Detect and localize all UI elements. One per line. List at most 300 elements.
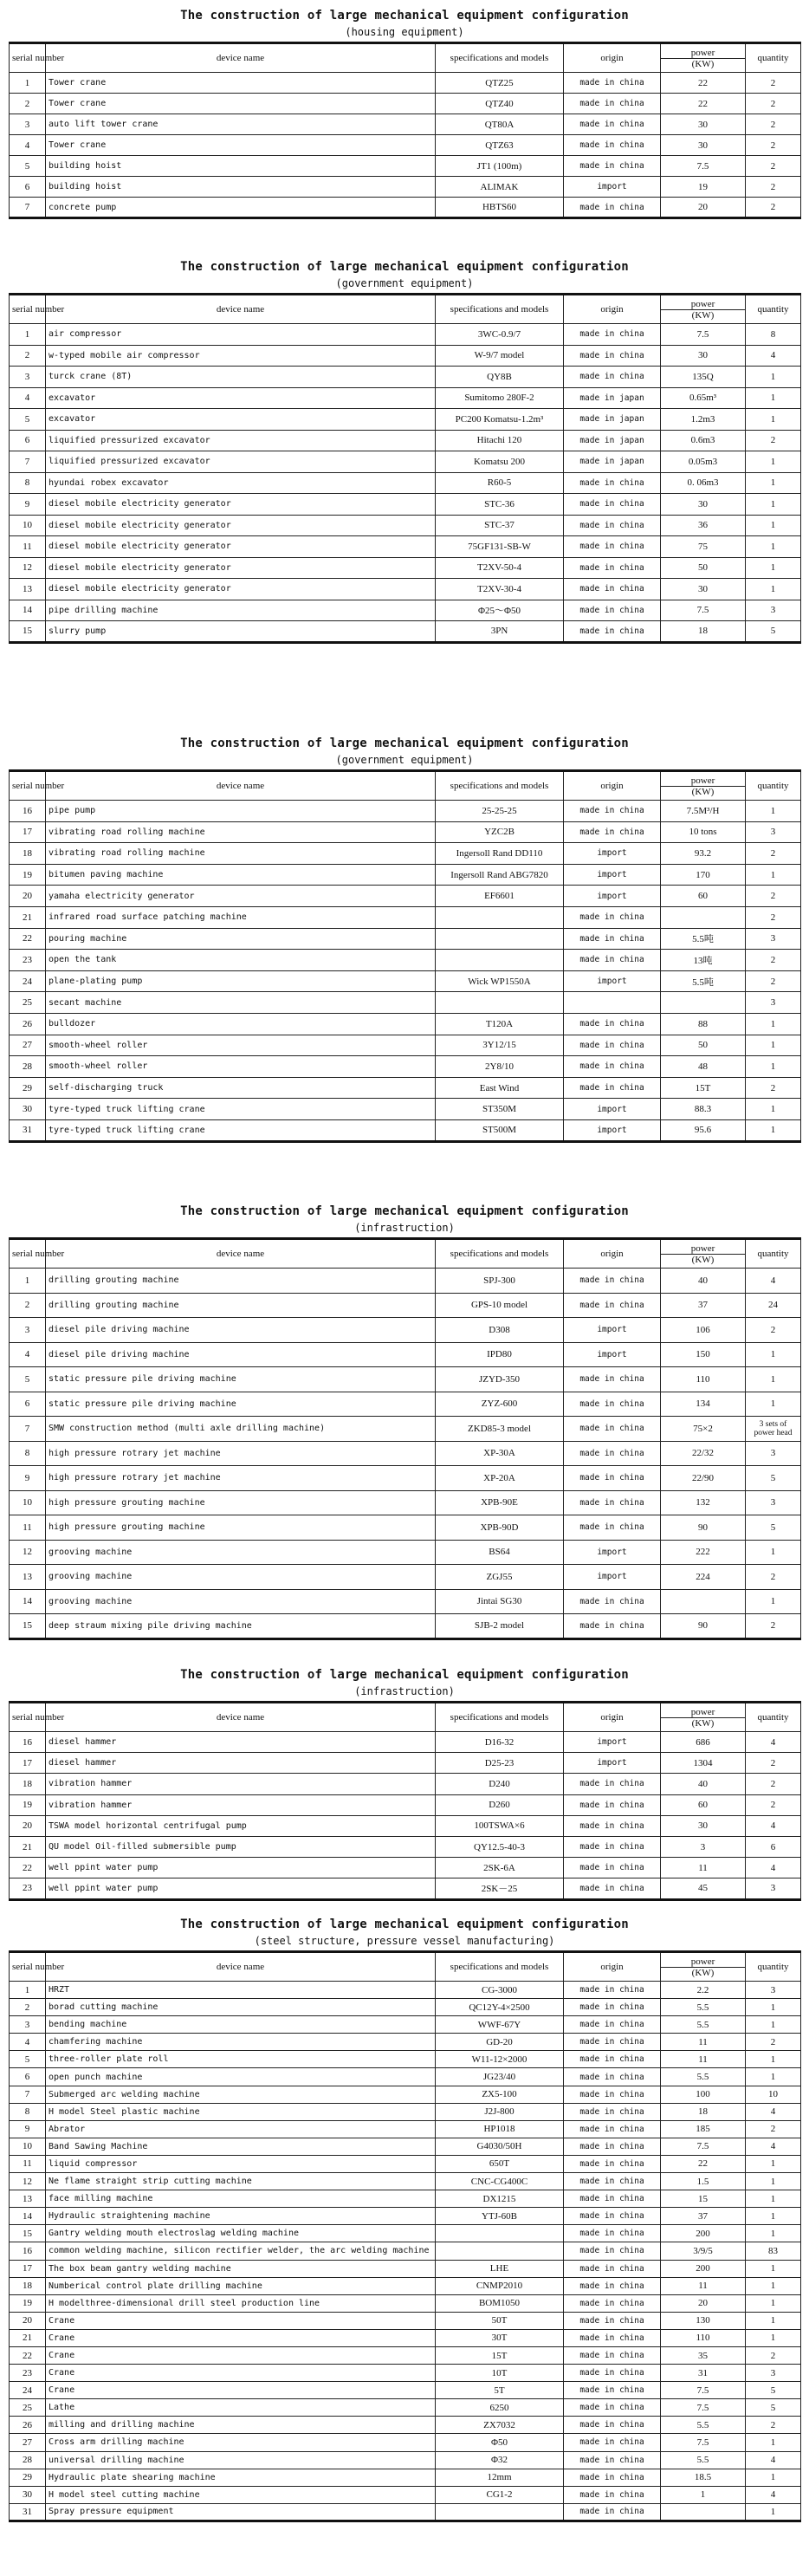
table-row bbox=[10, 906, 801, 928]
serial-number-cell: 23 bbox=[10, 1878, 46, 1899]
specification-cell: JT1 (100m) bbox=[436, 156, 564, 177]
device-name-cell: diesel pile driving machine bbox=[46, 1318, 436, 1343]
specification-cell: BS64 bbox=[436, 1540, 564, 1565]
specification-cell: QTZ40 bbox=[436, 94, 564, 114]
serial-number-cell: 20 bbox=[10, 1815, 46, 1836]
quantity-cell: 24 bbox=[746, 1293, 801, 1318]
table-row bbox=[10, 387, 801, 409]
origin-cell: made in china bbox=[564, 515, 661, 536]
table-row bbox=[10, 2329, 801, 2346]
power-cell: 30 bbox=[661, 1815, 746, 1836]
equipment-section bbox=[9, 260, 800, 644]
origin-cell: made in china bbox=[564, 198, 661, 218]
header-specifications: specifications and models bbox=[436, 1239, 564, 1269]
table-row bbox=[10, 1836, 801, 1857]
table-row bbox=[10, 2486, 801, 2503]
origin-cell: made in china bbox=[564, 2469, 661, 2486]
quantity-cell: 1 bbox=[746, 1013, 801, 1035]
quantity-cell: 2 bbox=[746, 114, 801, 135]
serial-number-cell: 11 bbox=[10, 1515, 46, 1541]
power-cell: 5.5 bbox=[661, 2451, 746, 2469]
table-row bbox=[10, 1774, 801, 1794]
origin-cell: made in china bbox=[564, 600, 661, 621]
power-cell: 0. 06m3 bbox=[661, 472, 746, 494]
power-cell: 1 bbox=[661, 2486, 746, 2503]
table-row bbox=[10, 1614, 801, 1639]
table-row bbox=[10, 1878, 801, 1899]
quantity-cell: 6 bbox=[746, 1836, 801, 1857]
origin-cell: import bbox=[564, 1732, 661, 1753]
table-row bbox=[10, 2016, 801, 2034]
origin-cell: import bbox=[564, 886, 661, 907]
origin-cell: made in japan bbox=[564, 451, 661, 473]
power-cell: 11 bbox=[661, 2051, 746, 2068]
quantity-cell: 3 bbox=[746, 1878, 801, 1899]
specification-cell: T2XV-30-4 bbox=[436, 579, 564, 600]
device-name-cell: liquid compressor bbox=[46, 2155, 436, 2172]
power-cell: 5.5 bbox=[661, 2068, 746, 2086]
power-cell: 224 bbox=[661, 1565, 746, 1590]
specification-cell: HP1018 bbox=[436, 2120, 564, 2138]
quantity-cell: 2 bbox=[746, 1565, 801, 1590]
power-cell: 5.5吨 bbox=[661, 928, 746, 950]
device-name-cell: Tower crane bbox=[46, 135, 436, 156]
quantity-cell: 3 bbox=[746, 1490, 801, 1515]
device-name-cell: H model steel cutting machine bbox=[46, 2486, 436, 2503]
specification-cell: BOM1050 bbox=[436, 2294, 564, 2312]
table-row bbox=[10, 600, 801, 621]
serial-number-cell: 18 bbox=[10, 1774, 46, 1794]
power-cell: 7.5 bbox=[661, 324, 746, 346]
origin-cell: made in china bbox=[564, 2329, 661, 2346]
origin-cell: made in china bbox=[564, 2486, 661, 2503]
origin-cell: made in china bbox=[564, 2346, 661, 2364]
table-row bbox=[10, 2434, 801, 2451]
specification-cell: East Wind bbox=[436, 1077, 564, 1099]
serial-number-cell: 7 bbox=[10, 451, 46, 473]
device-name-cell: slurry pump bbox=[46, 621, 436, 643]
device-name-cell: smooth-wheel roller bbox=[46, 1035, 436, 1056]
equipment-table bbox=[9, 1701, 801, 1901]
power-cell: 90 bbox=[661, 1515, 746, 1541]
serial-number-cell: 6 bbox=[10, 177, 46, 198]
specification-cell: 10T bbox=[436, 2365, 564, 2382]
table-row bbox=[10, 621, 801, 643]
origin-cell: made in china bbox=[564, 367, 661, 388]
table-row bbox=[10, 2382, 801, 2399]
header-quantity: quantity bbox=[746, 43, 801, 73]
power-cell bbox=[661, 992, 746, 1014]
table-row bbox=[10, 2469, 801, 2486]
origin-cell: import bbox=[564, 177, 661, 198]
device-name-cell: auto lift tower crane bbox=[46, 114, 436, 135]
serial-number-cell: 8 bbox=[10, 2103, 46, 2120]
specification-cell: D308 bbox=[436, 1318, 564, 1343]
table-row bbox=[10, 135, 801, 156]
power-cell: 2.2 bbox=[661, 1982, 746, 1999]
table-row bbox=[10, 1999, 801, 2016]
origin-cell: made in china bbox=[564, 2312, 661, 2329]
device-name-cell: tyre-typed truck lifting crane bbox=[46, 1099, 436, 1120]
specification-cell: 15T bbox=[436, 2346, 564, 2364]
serial-number-cell: 7 bbox=[10, 2086, 46, 2103]
header-quantity: quantity bbox=[746, 295, 801, 324]
serial-number-cell: 22 bbox=[10, 1858, 46, 1878]
header-row bbox=[10, 1239, 801, 1269]
table-row bbox=[10, 345, 801, 367]
serial-number-cell: 15 bbox=[10, 621, 46, 643]
device-name-cell: bulldozer bbox=[46, 1013, 436, 1035]
quantity-cell: 1 bbox=[746, 2503, 801, 2521]
power-cell: 22 bbox=[661, 94, 746, 114]
origin-cell: made in china bbox=[564, 1269, 661, 1294]
quantity-cell: 3 bbox=[746, 2365, 801, 2382]
origin-cell: made in china bbox=[564, 928, 661, 950]
specification-cell: YZC2B bbox=[436, 821, 564, 843]
power-cell: 30 bbox=[661, 494, 746, 516]
quantity-cell: 2 bbox=[746, 1753, 801, 1774]
header-serial-number: serial number bbox=[10, 1703, 46, 1732]
power-cell: 185 bbox=[661, 2120, 746, 2138]
quantity-cell: 3 bbox=[746, 600, 801, 621]
origin-cell: made in china bbox=[564, 2382, 661, 2399]
specification-cell: 3PN bbox=[436, 621, 564, 643]
power-cell: 10 tons bbox=[661, 821, 746, 843]
table-row bbox=[10, 1732, 801, 1753]
power-cell: 200 bbox=[661, 2260, 746, 2277]
serial-number-cell: 1 bbox=[10, 324, 46, 346]
specification-cell: T2XV-50-4 bbox=[436, 557, 564, 579]
quantity-cell: 2 bbox=[746, 970, 801, 992]
origin-cell: made in china bbox=[564, 494, 661, 516]
table-row bbox=[10, 1858, 801, 1878]
quantity-cell: 4 bbox=[746, 1815, 801, 1836]
serial-number-cell: 22 bbox=[10, 928, 46, 950]
power-cell: 20 bbox=[661, 2294, 746, 2312]
origin-cell: made in china bbox=[564, 1589, 661, 1614]
device-name-cell: smooth-wheel roller bbox=[46, 1056, 436, 1078]
quantity-cell: 4 bbox=[746, 345, 801, 367]
quantity-cell: 1 bbox=[746, 2329, 801, 2346]
device-name-cell: vibrating road rolling machine bbox=[46, 821, 436, 843]
table-row bbox=[10, 94, 801, 114]
device-name-cell: chamfering machine bbox=[46, 2034, 436, 2051]
serial-number-cell: 15 bbox=[10, 2225, 46, 2242]
equipment-section bbox=[9, 1668, 800, 1901]
header-quantity: quantity bbox=[746, 771, 801, 801]
serial-number-cell: 23 bbox=[10, 2365, 46, 2382]
device-name-cell: hyundai robex excavator bbox=[46, 472, 436, 494]
quantity-cell: 1 bbox=[746, 451, 801, 473]
origin-cell: made in china bbox=[564, 2417, 661, 2434]
power-cell: 75×2 bbox=[661, 1417, 746, 1442]
device-name-cell: pouring machine bbox=[46, 928, 436, 950]
device-name-cell: excavator bbox=[46, 387, 436, 409]
power-cell: 7.5 bbox=[661, 600, 746, 621]
table-row bbox=[10, 928, 801, 950]
header-power bbox=[661, 295, 746, 324]
power-cell: 7.5 bbox=[661, 2382, 746, 2399]
serial-number-cell: 5 bbox=[10, 1367, 46, 1392]
power-cell: 15T bbox=[661, 1077, 746, 1099]
header-serial-number: serial number bbox=[10, 771, 46, 801]
power-cell: 1.5 bbox=[661, 2173, 746, 2190]
quantity-cell: 5 bbox=[746, 1466, 801, 1491]
quantity-cell: 1 bbox=[746, 2068, 801, 2086]
serial-number-cell: 10 bbox=[10, 2138, 46, 2155]
table-row bbox=[10, 1466, 801, 1491]
section-subtitle: (housing equipment) bbox=[345, 26, 464, 38]
power-cell: 48 bbox=[661, 1056, 746, 1078]
section-title: The construction of large mechanical equipment configuration bbox=[180, 1668, 629, 1682]
specification-cell: ZKD85-3 model bbox=[436, 1417, 564, 1442]
table-row bbox=[10, 2120, 801, 2138]
quantity-cell: 8 bbox=[746, 324, 801, 346]
specification-cell: XP-20A bbox=[436, 1466, 564, 1491]
origin-cell: made in china bbox=[564, 2068, 661, 2086]
table-row bbox=[10, 970, 801, 992]
serial-number-cell: 18 bbox=[10, 2277, 46, 2294]
table-row bbox=[10, 2242, 801, 2260]
origin-cell: import bbox=[564, 864, 661, 886]
origin-cell: made in china bbox=[564, 156, 661, 177]
device-name-cell: QU model Oil-filled submersible pump bbox=[46, 1836, 436, 1857]
quantity-cell: 1 bbox=[746, 2260, 801, 2277]
table-row bbox=[10, 1441, 801, 1466]
table-row bbox=[10, 114, 801, 135]
header-row bbox=[10, 1703, 801, 1732]
device-name-cell: pipe pump bbox=[46, 801, 436, 822]
quantity-cell: 1 bbox=[746, 1099, 801, 1120]
power-cell: 60 bbox=[661, 1794, 746, 1815]
quantity-cell: 1 bbox=[746, 2225, 801, 2242]
serial-number-cell: 28 bbox=[10, 2451, 46, 2469]
power-cell: 5.5吨 bbox=[661, 970, 746, 992]
serial-number-cell: 5 bbox=[10, 156, 46, 177]
table-row bbox=[10, 1367, 801, 1392]
quantity-cell: 1 bbox=[746, 2173, 801, 2190]
quantity-cell: 2 bbox=[746, 843, 801, 865]
quantity-cell: 5 bbox=[746, 2399, 801, 2417]
device-name-cell: borad cutting machine bbox=[46, 1999, 436, 2016]
quantity-cell: 1 bbox=[746, 1342, 801, 1367]
power-cell: 30 bbox=[661, 114, 746, 135]
specification-cell bbox=[436, 2225, 564, 2242]
quantity-cell: 2 bbox=[746, 430, 801, 451]
header-origin: origin bbox=[564, 1703, 661, 1732]
table-row bbox=[10, 992, 801, 1014]
origin-cell: made in china bbox=[564, 2260, 661, 2277]
device-name-cell: tyre-typed truck lifting crane bbox=[46, 1119, 436, 1141]
table-row bbox=[10, 2225, 801, 2242]
specification-cell: 75GF131-SB-W bbox=[436, 536, 564, 558]
table-row bbox=[10, 2155, 801, 2172]
quantity-cell: 1 bbox=[746, 536, 801, 558]
device-name-cell: deep straum mixing pile driving machine bbox=[46, 1614, 436, 1639]
power-cell: 132 bbox=[661, 1490, 746, 1515]
specification-cell: XPB-90D bbox=[436, 1515, 564, 1541]
power-cell bbox=[661, 2503, 746, 2521]
origin-cell: made in china bbox=[564, 801, 661, 822]
serial-number-cell: 26 bbox=[10, 2417, 46, 2434]
specification-cell: JZYD-350 bbox=[436, 1367, 564, 1392]
power-cell: 13吨 bbox=[661, 950, 746, 971]
table-row bbox=[10, 1056, 801, 1078]
serial-number-cell: 21 bbox=[10, 2329, 46, 2346]
specification-cell: STC-36 bbox=[436, 494, 564, 516]
origin-cell: made in china bbox=[564, 950, 661, 971]
power-cell: 50 bbox=[661, 1035, 746, 1056]
section-subtitle: (government equipment) bbox=[335, 754, 474, 766]
origin-cell: made in china bbox=[564, 1836, 661, 1857]
table-row bbox=[10, 886, 801, 907]
header-device-name: device name bbox=[46, 43, 436, 73]
table-row bbox=[10, 2068, 801, 2086]
specification-cell: 6250 bbox=[436, 2399, 564, 2417]
specification-cell: QY8B bbox=[436, 367, 564, 388]
power-cell: 22/90 bbox=[661, 1466, 746, 1491]
device-name-cell: grooving machine bbox=[46, 1565, 436, 1590]
origin-cell: made in china bbox=[564, 345, 661, 367]
header-power-unit: (KW) bbox=[661, 58, 745, 69]
device-name-cell: H model Steel plastic machine bbox=[46, 2103, 436, 2120]
specification-cell: PC200 Komatsu-1.2m³ bbox=[436, 409, 564, 431]
serial-number-cell: 6 bbox=[10, 430, 46, 451]
origin-cell: made in china bbox=[564, 2277, 661, 2294]
equipment-section bbox=[9, 1917, 800, 2522]
header-power-unit: (KW) bbox=[661, 1967, 745, 1978]
table-row bbox=[10, 801, 801, 822]
power-cell: 5.5 bbox=[661, 1999, 746, 2016]
power-cell: 18.5 bbox=[661, 2469, 746, 2486]
table-row bbox=[10, 2034, 801, 2051]
table-row bbox=[10, 1417, 801, 1442]
serial-number-cell: 30 bbox=[10, 2486, 46, 2503]
quantity-cell: 2 bbox=[746, 2120, 801, 2138]
table-row bbox=[10, 2190, 801, 2208]
device-name-cell: drilling grouting machine bbox=[46, 1269, 436, 1294]
table-row bbox=[10, 2086, 801, 2103]
specification-cell: QTZ25 bbox=[436, 73, 564, 94]
quantity-cell: 2 bbox=[746, 156, 801, 177]
serial-number-cell: 10 bbox=[10, 515, 46, 536]
serial-number-cell: 31 bbox=[10, 2503, 46, 2521]
power-cell: 95.6 bbox=[661, 1119, 746, 1141]
header-serial-number: serial number bbox=[10, 43, 46, 73]
power-cell: 40 bbox=[661, 1774, 746, 1794]
device-name-cell: universal drilling machine bbox=[46, 2451, 436, 2469]
table-row bbox=[10, 1794, 801, 1815]
power-cell: 110 bbox=[661, 1367, 746, 1392]
device-name-cell: air compressor bbox=[46, 324, 436, 346]
power-cell: 0.05m3 bbox=[661, 451, 746, 473]
table-row bbox=[10, 1293, 801, 1318]
power-cell: 5.5 bbox=[661, 2016, 746, 2034]
origin-cell: made in china bbox=[564, 2103, 661, 2120]
device-name-cell: Cross arm drilling machine bbox=[46, 2434, 436, 2451]
specification-cell: JG23/40 bbox=[436, 2068, 564, 2086]
serial-number-cell: 3 bbox=[10, 367, 46, 388]
origin-cell: made in china bbox=[564, 1293, 661, 1318]
origin-cell: import bbox=[564, 843, 661, 865]
quantity-cell: 5 bbox=[746, 621, 801, 643]
device-name-cell: well ppint water pump bbox=[46, 1858, 436, 1878]
quantity-cell: 2 bbox=[746, 1077, 801, 1099]
device-name-cell: static pressure pile driving machine bbox=[46, 1367, 436, 1392]
serial-number-cell: 14 bbox=[10, 1589, 46, 1614]
equipment-section bbox=[9, 1204, 800, 1640]
specification-cell: 2Y8/10 bbox=[436, 1056, 564, 1078]
device-name-cell: grooving machine bbox=[46, 1589, 436, 1614]
origin-cell: made in china bbox=[564, 1035, 661, 1056]
table-row bbox=[10, 177, 801, 198]
device-name-cell: excavator bbox=[46, 409, 436, 431]
table-row bbox=[10, 2365, 801, 2382]
quantity-cell: 1 bbox=[746, 864, 801, 886]
table-row bbox=[10, 430, 801, 451]
specification-cell: Φ50 bbox=[436, 2434, 564, 2451]
origin-cell: made in china bbox=[564, 1013, 661, 1035]
power-cell: 100 bbox=[661, 2086, 746, 2103]
power-cell: 200 bbox=[661, 2225, 746, 2242]
quantity-cell: 1 bbox=[746, 2208, 801, 2225]
header-quantity: quantity bbox=[746, 1703, 801, 1732]
origin-cell: made in china bbox=[564, 2190, 661, 2208]
specification-cell: ZGJ55 bbox=[436, 1565, 564, 1590]
origin-cell: import bbox=[564, 1753, 661, 1774]
serial-number-cell: 11 bbox=[10, 536, 46, 558]
origin-cell: import bbox=[564, 1565, 661, 1590]
quantity-cell: 4 bbox=[746, 1858, 801, 1878]
origin-cell: made in china bbox=[564, 2451, 661, 2469]
specification-cell: GD-20 bbox=[436, 2034, 564, 2051]
serial-number-cell: 21 bbox=[10, 906, 46, 928]
origin-cell: made in china bbox=[564, 73, 661, 94]
quantity-cell: 1 bbox=[746, 472, 801, 494]
power-cell: 11 bbox=[661, 1858, 746, 1878]
specification-cell: 2SK－25 bbox=[436, 1878, 564, 1899]
serial-number-cell: 13 bbox=[10, 2190, 46, 2208]
device-name-cell: Tower crane bbox=[46, 94, 436, 114]
table-row bbox=[10, 2277, 801, 2294]
origin-cell: made in china bbox=[564, 1858, 661, 1878]
device-name-cell: Crane bbox=[46, 2329, 436, 2346]
serial-number-cell: 4 bbox=[10, 1342, 46, 1367]
power-cell: 5.5 bbox=[661, 2417, 746, 2434]
origin-cell: made in china bbox=[564, 1466, 661, 1491]
origin-cell: made in china bbox=[564, 1515, 661, 1541]
table-row bbox=[10, 557, 801, 579]
origin-cell: made in china bbox=[564, 324, 661, 346]
power-cell: 686 bbox=[661, 1732, 746, 1753]
device-name-cell: vibrating road rolling machine bbox=[46, 843, 436, 865]
header-power-label: power bbox=[690, 1243, 715, 1254]
section-title: The construction of large mechanical equipment configuration bbox=[180, 9, 629, 23]
device-name-cell: building hoist bbox=[46, 177, 436, 198]
device-name-cell: diesel mobile electricity generator bbox=[46, 494, 436, 516]
device-name-cell: common welding machine, silicon rectifier welder, the arc welding machine bbox=[46, 2242, 436, 2260]
serial-number-cell: 31 bbox=[10, 1119, 46, 1141]
table-row bbox=[10, 1565, 801, 1590]
table-row bbox=[10, 2503, 801, 2521]
origin-cell: made in china bbox=[564, 906, 661, 928]
serial-number-cell: 12 bbox=[10, 1540, 46, 1565]
device-name-cell: face milling machine bbox=[46, 2190, 436, 2208]
origin-cell: made in china bbox=[564, 1774, 661, 1794]
origin-cell: made in china bbox=[564, 2503, 661, 2521]
specification-cell: CNC-CG400C bbox=[436, 2173, 564, 2190]
specification-cell: 650T bbox=[436, 2155, 564, 2172]
